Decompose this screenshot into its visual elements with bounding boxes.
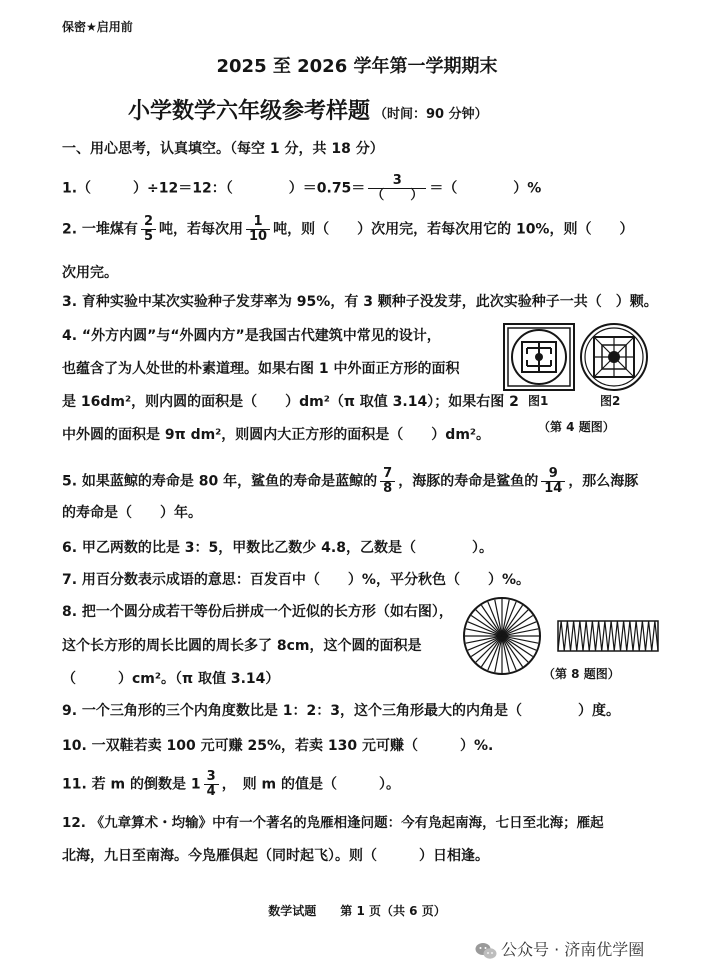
question-3: 3. 育种实验中某次实验种子发芽率为 95%，有 3 颗种子没发芽，此次实验种子一共（ ）颗。: [62, 294, 658, 310]
q1-fraction: [368, 174, 426, 203]
question-4-line-2: 也蕴含了为人处世的朴素道理。如果右图 1 中外面正方形的面积: [62, 361, 460, 377]
figure-2-label: 图2: [600, 394, 621, 408]
q11-text-b: ， 则 m 的值是（ ）。: [221, 776, 401, 793]
question-12-line-1: 12. 《九章算术・均输》中有一个著名的凫雁相逢问题：今有凫起南海，七日至北海；雁起: [62, 815, 604, 831]
q2-f2-den: 10: [248, 229, 268, 244]
watermark-text: 公众号 · 济南优学圈: [501, 940, 645, 959]
q5-text-c: ，那么海豚: [568, 473, 639, 490]
q1-text-a: 1.（ ）÷12＝12：（ ）＝0.75＝: [62, 180, 366, 197]
q2-fraction-1: [141, 215, 156, 244]
q2-f1-den: 5: [143, 229, 153, 244]
question-10: 10. 一双鞋若卖 100 元可赚 25%，若卖 130 元可赚（ ）%.: [62, 738, 494, 754]
q4-figure-caption: （第 4 题图）: [538, 420, 615, 434]
question-12-line-2: 北海，九日至南海。今凫雁俱起（同时起飞）。则（ ）日相逢。: [62, 848, 489, 864]
question-1: [62, 174, 541, 203]
exam-duration: （时间：90 分钟）: [374, 107, 488, 122]
q11-fraction: [204, 770, 219, 799]
figure-1-label: 图1: [528, 394, 549, 408]
zigzag-line: [558, 621, 658, 651]
q11-den: 4: [206, 784, 216, 799]
q1-text-b: ＝（ ）%: [429, 180, 542, 197]
q5-f1-den: 8: [383, 481, 393, 496]
q5-text-a: 5. 如果蓝鲸的寿命是 80 年，鲨鱼的寿命是蓝鲸的: [62, 473, 378, 490]
watermark: [475, 937, 644, 960]
q11-text-a: 11. 若 m 的倒数是 1: [62, 776, 201, 793]
q5-f2-den: 14: [544, 481, 563, 496]
question-4-line-3: 是 16dm²，则内圆的面积是（ ）dm²（π 取值 3.14）；如果右图 2: [62, 394, 519, 410]
question-4-line-1: 4. “外方内圆”与“外圆内方”是我国古代建筑中常见的设计，: [62, 328, 441, 344]
question-2-cont: 次用完。: [62, 265, 118, 281]
question-5: [62, 467, 638, 496]
question-8-line-3: （ ）cm²。（π 取值 3.14）: [62, 671, 280, 687]
q5-f1-num: 7: [380, 467, 395, 482]
question-8-line-1: 8. 把一个圆分成若干等份后拼成一个近似的长方形（如右图），: [62, 604, 453, 620]
q4-figures: [502, 322, 650, 392]
q1-denominator: （ ）: [371, 188, 424, 203]
divided-circle: [464, 598, 540, 674]
q11-num: 3: [204, 770, 219, 785]
q5-f2-num: 9: [541, 467, 565, 482]
q5-text-b: ，海豚的寿命是鲨鱼的: [398, 473, 539, 490]
question-7: 7. 用百分数表示成语的意思：百发百中（ ）%，平分秋色（ ）%。: [62, 572, 530, 588]
exam-title: [128, 94, 488, 125]
q2-f1-num: 2: [141, 215, 156, 230]
q2-f2-num: 1: [246, 215, 270, 230]
question-11: [62, 770, 400, 799]
question-9: 9. 一个三角形的三个内角度数比是 1：2：3，这个三角形最大的内角是（ ）度。: [62, 703, 621, 719]
q2-text-c: 吨，则（ ）次用完，若每次用它的 10%，则（ ）: [273, 221, 634, 238]
figure-2-circle-square: [581, 324, 647, 390]
q2-text-b: 吨，若每次用: [158, 221, 243, 238]
question-4-line-4: 中外圆的面积是 9π dm²，则圆内大正方形的面积是（ ）dm²。: [62, 427, 491, 443]
figure-1-square-circle: [504, 324, 574, 390]
page-footer: 数学试题 第 1 页（共 6 页）: [268, 904, 446, 918]
question-2: [62, 215, 633, 244]
confidential-label: 保密★启用前: [62, 20, 133, 34]
question-6: 6. 甲乙两数的比是 3：5，甲数比乙数少 4.8，乙数是（ ）。: [62, 540, 493, 556]
exam-subject-title: 小学数学六年级参考样题: [128, 99, 371, 124]
q2-text-a: 2. 一堆煤有: [62, 221, 138, 238]
q8-figure-caption: （第 8 题图）: [543, 667, 620, 681]
section-heading: 一、用心思考，认真填空。（每空 1 分，共 18 分）: [62, 141, 384, 157]
q5-fraction-2: [541, 467, 565, 496]
q2-fraction-2: [246, 215, 270, 244]
question-8-line-2: 这个长方形的周长比圆的周长多了 8cm，这个圆的面积是: [62, 638, 422, 654]
approx-rectangle: [558, 621, 658, 651]
wechat-icon: [475, 942, 497, 960]
exam-term-title: 2025 至 2026 学年第一学期期末: [216, 56, 498, 77]
q1-numerator: 3: [368, 174, 426, 189]
question-5-cont: 的寿命是（ ）年。: [62, 505, 202, 521]
q5-fraction-1: [380, 467, 395, 496]
